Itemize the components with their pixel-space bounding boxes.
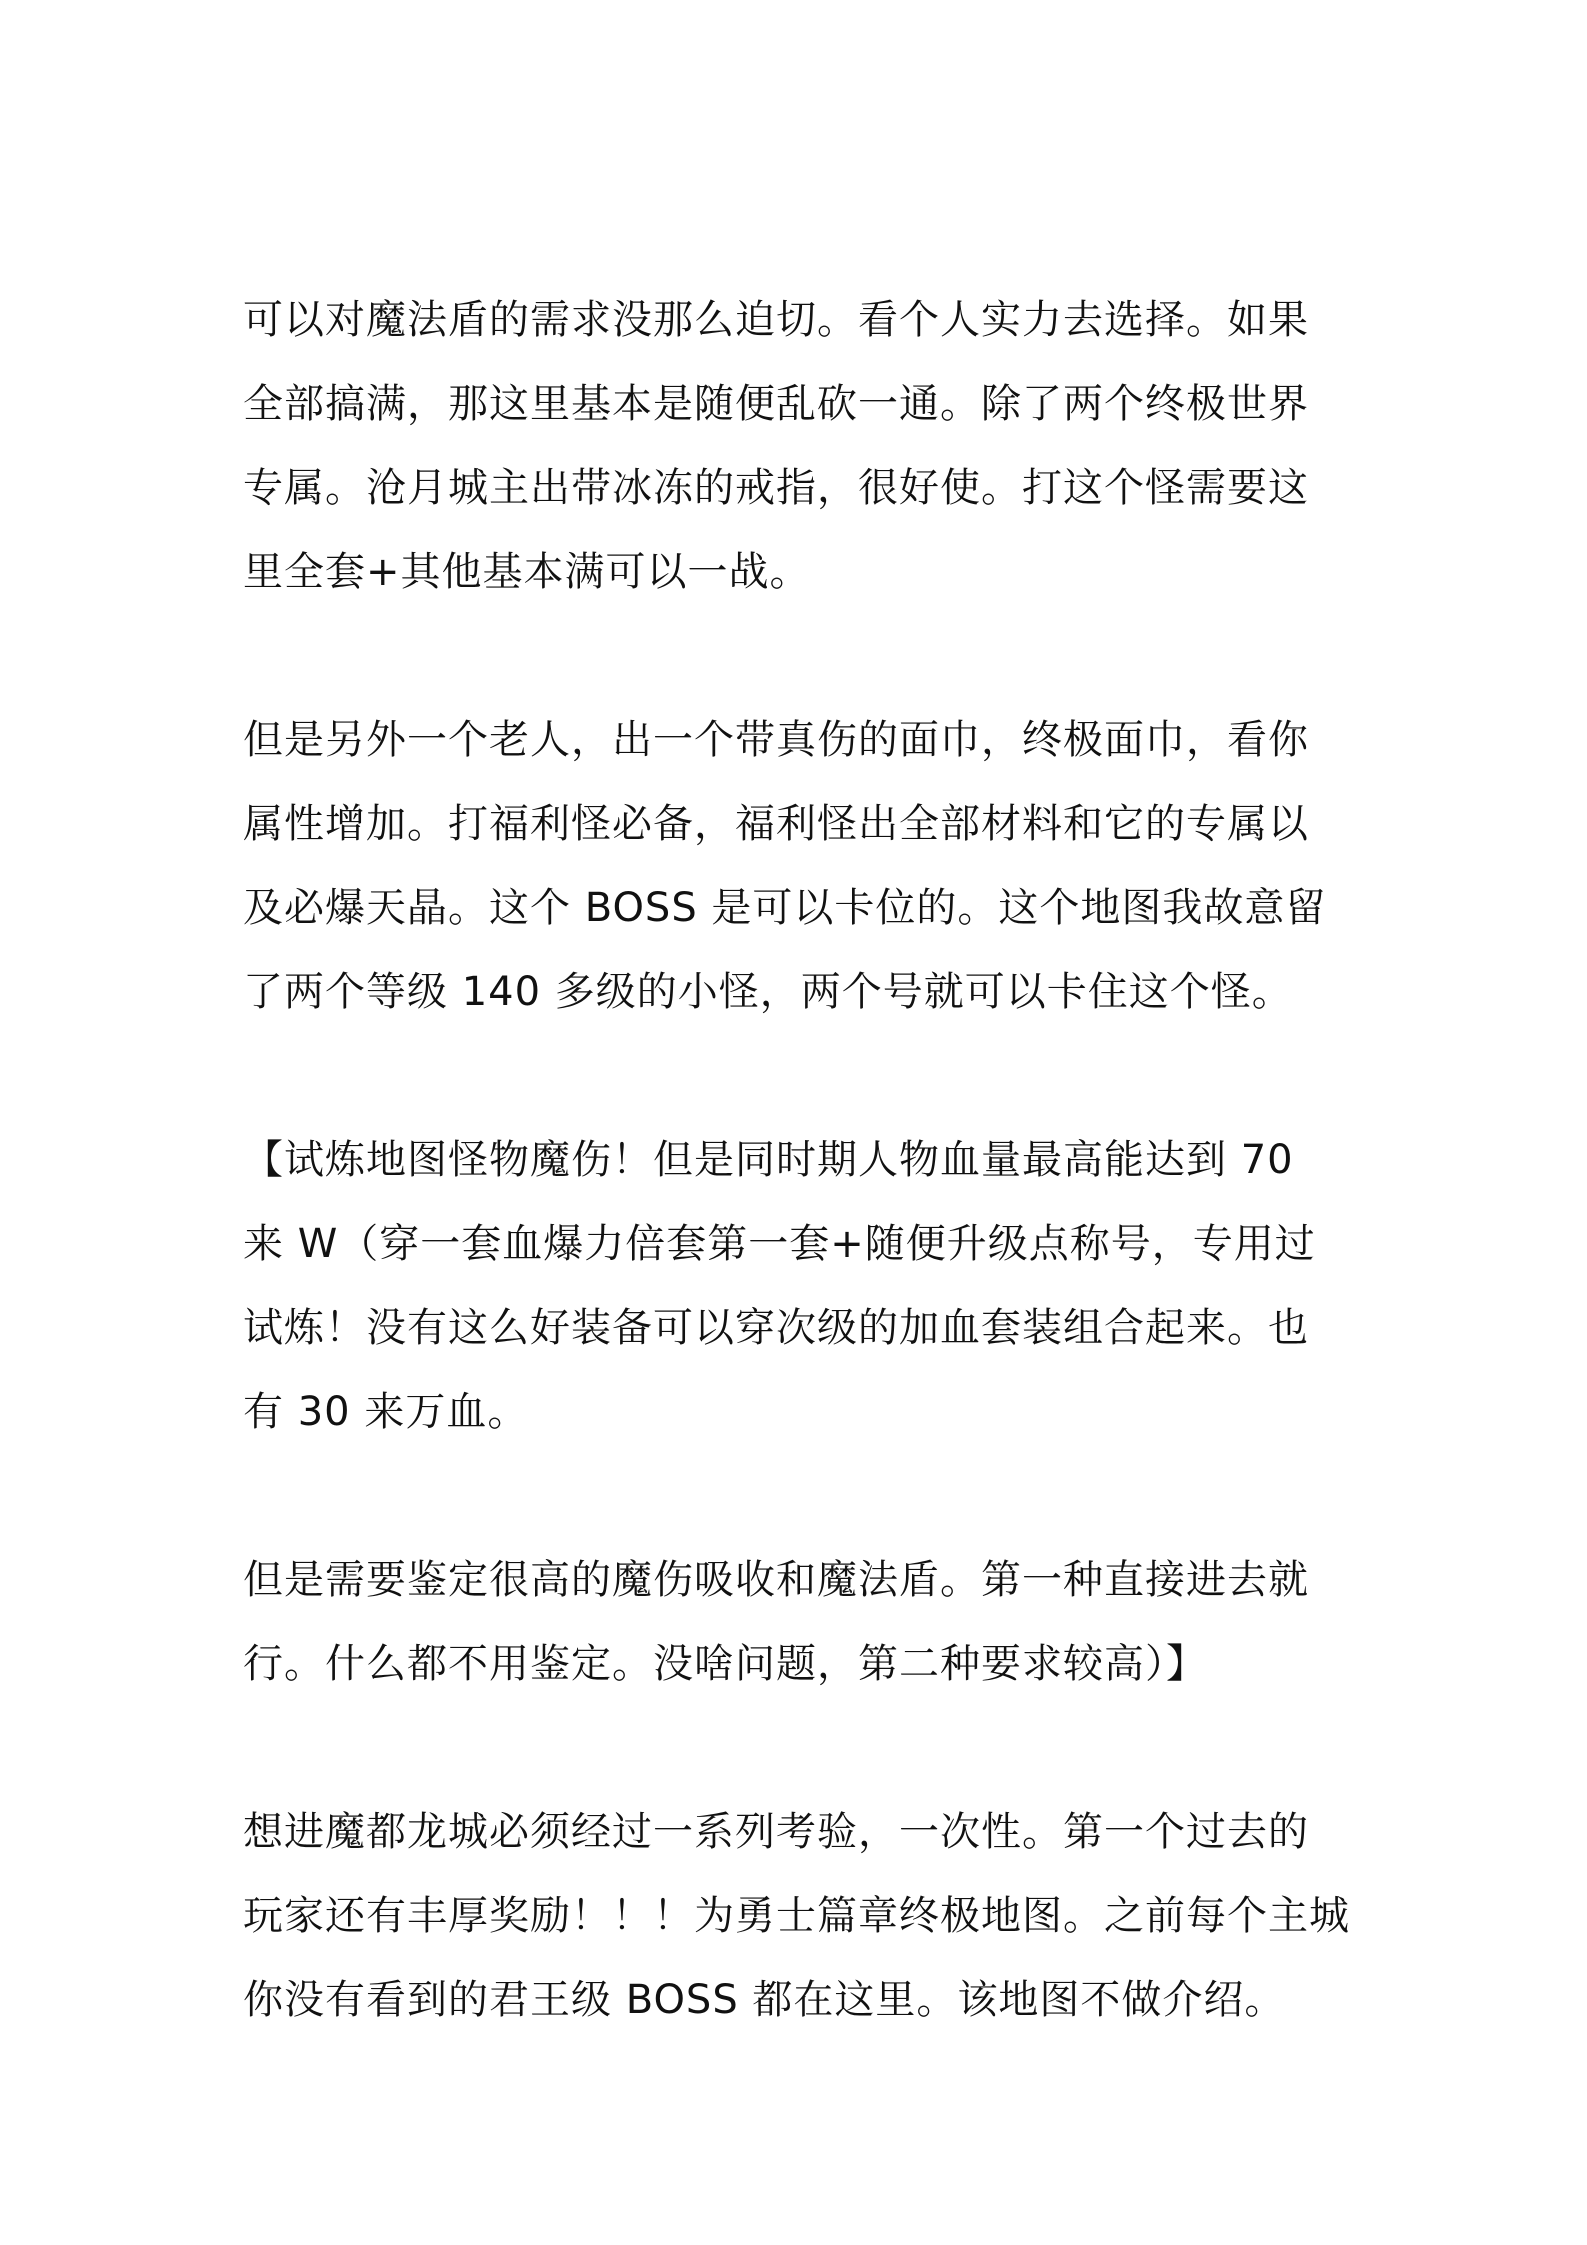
paragraph-old-man-boss xyxy=(243,698,1363,1034)
text-line: 可以对魔法盾的需求没那么迫切。看个人实力去选择。如果 xyxy=(243,297,1309,343)
text-line: 里全套+其他基本满可以一战。 xyxy=(243,549,811,595)
text-line: 试炼！没有这么好装备可以穿次级的加血套装组合起来。也 xyxy=(243,1305,1309,1351)
text-line: 玩家还有丰厚奖励！！！为勇士篇章终极地图。之前每个主城 xyxy=(243,1893,1350,1939)
text-line: 想进魔都龙城必须经过一系列考验，一次性。第一个过去的 xyxy=(243,1809,1309,1855)
paragraph-dragon-city xyxy=(243,1790,1363,2042)
paragraph-appraisal xyxy=(243,1538,1363,1706)
paragraph-magic-shield xyxy=(243,278,1363,614)
text-line: 但是另外一个老人，出一个带真伤的面巾，终极面巾，看你 xyxy=(243,717,1309,763)
text-line: 行。什么都不用鉴定。没啥问题，第二种要求较高）】 xyxy=(243,1641,1207,1687)
text-line: 【试炼地图怪物魔伤！但是同时期人物血量最高能达到 70 xyxy=(243,1137,1294,1183)
text-line: 属性增加。打福利怪必备，福利怪出全部材料和它的专属以 xyxy=(243,801,1309,847)
text-line: 全部搞满，那这里基本是随便乱砍一通。除了两个终极世界 xyxy=(243,381,1309,427)
text-line: 了两个等级 140 多级的小怪，两个号就可以卡住这个怪。 xyxy=(243,969,1293,1015)
paragraph-trial-map xyxy=(243,1118,1363,1454)
text-line: 但是需要鉴定很高的魔伤吸收和魔法盾。第一种直接进去就 xyxy=(243,1557,1309,1603)
text-line: 有 30 来万血。 xyxy=(243,1389,529,1435)
text-line: 来 W（穿一套血爆力倍套第一套+随便升级点称号，专用过 xyxy=(243,1221,1316,1267)
text-line: 你没有看到的君王级 BOSS 都在这里。该地图不做介绍。 xyxy=(243,1977,1286,2023)
text-line: 专属。沧月城主出带冰冻的戒指，很好使。打这个怪需要这 xyxy=(243,465,1309,511)
text-line: 及必爆天晶。这个 BOSS 是可以卡位的。这个地图我故意留 xyxy=(243,885,1327,931)
